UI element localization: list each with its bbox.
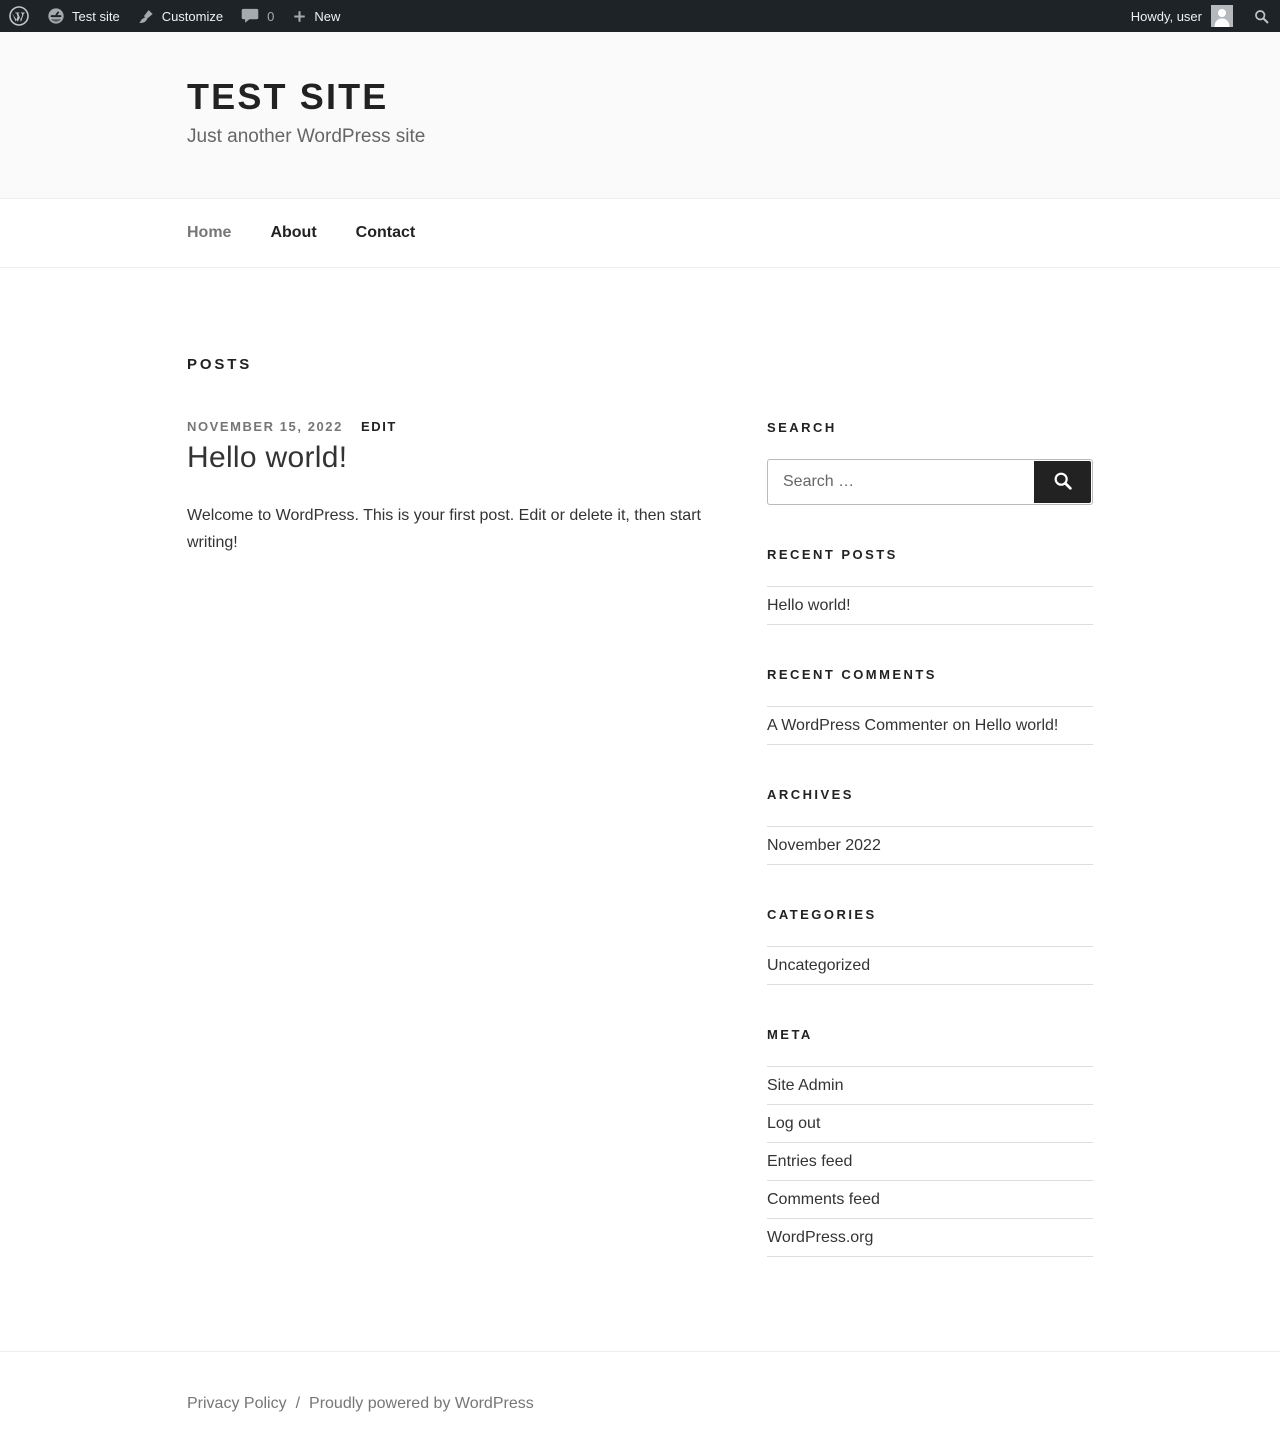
categories-list xyxy=(767,946,1093,985)
search-icon xyxy=(1253,8,1270,25)
search-icon xyxy=(1052,470,1074,495)
categories-title: CATEGORIES xyxy=(767,907,877,922)
search-widget xyxy=(767,420,1093,505)
customize-brush-icon xyxy=(138,8,155,25)
list-item xyxy=(767,707,1093,745)
site-name-label: Test site xyxy=(72,8,120,24)
meta-title: META xyxy=(767,1027,813,1042)
wordpress-logo-icon xyxy=(9,6,29,26)
recent-posts-list xyxy=(767,586,1093,625)
archive-link[interactable]: November 2022 xyxy=(767,837,881,854)
entry-meta xyxy=(187,419,712,434)
posts-column xyxy=(187,356,712,556)
comment-connector: on xyxy=(948,717,975,734)
nav-menu xyxy=(187,199,1093,267)
list-item xyxy=(767,1067,1093,1105)
list-item xyxy=(767,1105,1093,1143)
comments-button[interactable] xyxy=(232,0,283,32)
page-title: POSTS xyxy=(187,356,253,373)
comment-post-link[interactable]: Hello world! xyxy=(974,717,1059,734)
site-title-link[interactable]: TEST SITE xyxy=(187,76,389,117)
site-admin-link[interactable]: Site Admin xyxy=(767,1077,844,1094)
meta-list xyxy=(767,1066,1093,1257)
powered-by-link[interactable]: Proudly powered by WordPress xyxy=(309,1395,534,1412)
plus-icon xyxy=(292,9,307,24)
comments-bubble-icon xyxy=(241,8,259,24)
list-item xyxy=(767,587,1093,625)
site-tagline: Just another WordPress site xyxy=(187,126,426,147)
post-date-link[interactable]: NOVEMBER 15, 2022 xyxy=(187,419,343,434)
list-item xyxy=(767,827,1093,865)
comment-count: 0 xyxy=(267,8,275,24)
nav-item-home xyxy=(187,199,231,267)
dashboard-icon xyxy=(47,7,65,25)
recent-posts-title: RECENT POSTS xyxy=(767,547,898,562)
recent-comments-title: RECENT COMMENTS xyxy=(767,667,937,682)
my-account-button[interactable] xyxy=(1121,0,1243,32)
nav-item-contact xyxy=(356,199,416,267)
archives-title: ARCHIVES xyxy=(767,787,854,802)
recent-comments-list xyxy=(767,706,1093,745)
post-body: Welcome to WordPress. This is your first post. Edit or delete it, then start writing! xyxy=(187,507,701,552)
post-edit-link[interactable]: EDIT xyxy=(361,419,397,434)
categories-widget xyxy=(767,907,1093,985)
list-item xyxy=(767,1181,1093,1219)
wp-logo-button[interactable] xyxy=(0,0,38,32)
footer-separator: / xyxy=(295,1395,301,1412)
site-name-menu[interactable] xyxy=(38,0,129,32)
post-title xyxy=(187,441,712,475)
recent-post-link[interactable]: Hello world! xyxy=(767,597,851,614)
comments-feed-link[interactable]: Comments feed xyxy=(767,1191,880,1208)
admin-bar-right xyxy=(1121,0,1280,32)
nav-link-about[interactable]: About xyxy=(270,224,317,241)
search-submit-button[interactable] xyxy=(1034,461,1091,503)
site-title xyxy=(187,76,1093,118)
list-item xyxy=(767,1219,1093,1257)
list-item xyxy=(767,947,1093,985)
nav-link-contact[interactable]: Contact xyxy=(355,224,416,241)
meta-widget xyxy=(767,1027,1093,1257)
search-widget-title: SEARCH xyxy=(767,420,837,435)
customize-label: Customize xyxy=(161,8,224,24)
comment-author-link[interactable]: A WordPress Commenter xyxy=(767,717,949,734)
admin-bar-left xyxy=(0,0,349,32)
search-form xyxy=(767,459,1093,505)
site-footer xyxy=(0,1351,1280,1451)
sidebar xyxy=(767,420,1093,1257)
site-header xyxy=(0,32,1280,198)
customize-button[interactable] xyxy=(129,0,232,32)
post-title-link[interactable]: Hello world! xyxy=(187,441,348,474)
post-article xyxy=(187,419,712,556)
recent-comments-widget xyxy=(767,667,1093,745)
new-content-button[interactable] xyxy=(283,0,349,32)
category-link[interactable]: Uncategorized xyxy=(767,957,871,974)
entries-feed-link[interactable]: Entries feed xyxy=(767,1153,853,1170)
recent-posts-widget xyxy=(767,547,1093,625)
admin-bar xyxy=(0,0,1280,32)
site-content xyxy=(0,268,1280,1351)
main-navigation xyxy=(0,198,1280,268)
wordpress-org-link[interactable]: WordPress.org xyxy=(767,1229,874,1246)
new-label: New xyxy=(314,8,341,24)
privacy-policy-link[interactable]: Privacy Policy xyxy=(187,1395,287,1412)
nav-item-about xyxy=(270,199,316,267)
archives-widget xyxy=(767,787,1093,865)
howdy-label: Howdy, user xyxy=(1130,8,1202,24)
list-item xyxy=(767,1143,1093,1181)
nav-link-home[interactable]: Home xyxy=(187,224,232,241)
avatar xyxy=(1211,5,1233,27)
log-out-link[interactable]: Log out xyxy=(767,1115,821,1132)
archives-list xyxy=(767,826,1093,865)
adminbar-search-button[interactable] xyxy=(1243,0,1280,32)
